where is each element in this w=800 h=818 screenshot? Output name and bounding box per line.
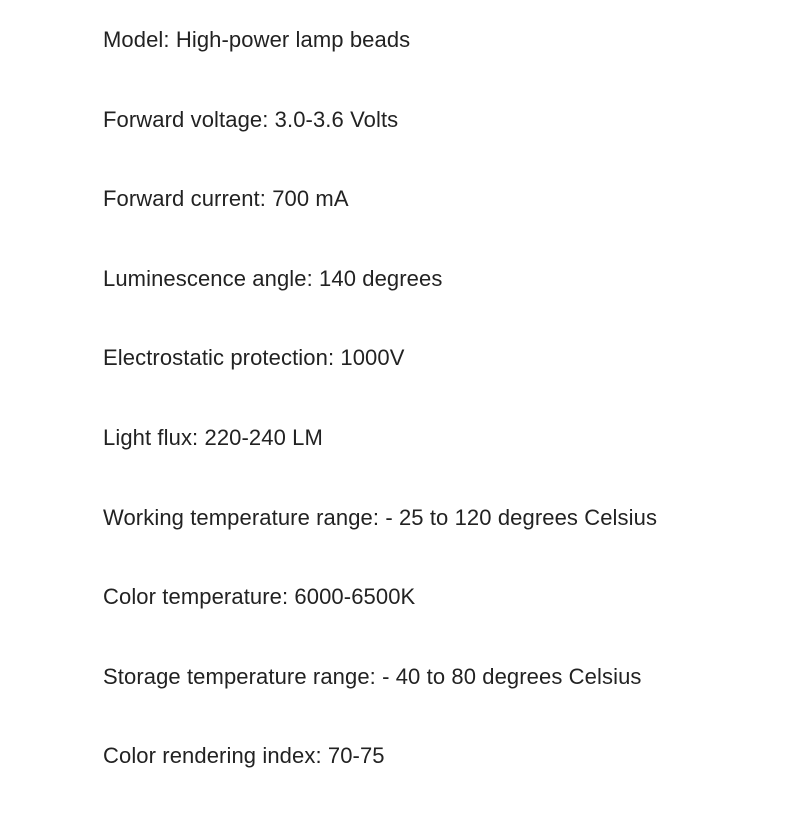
spec-storage-temperature: Storage temperature range: - 40 to 80 degrees Celsius <box>103 663 642 689</box>
spec-list <box>103 22 657 818</box>
spec-forward-current: Forward current: 700 mA <box>103 186 349 212</box>
spec-light-flux: Light flux: 220-240 LM <box>103 424 323 450</box>
spec-working-temperature: Working temperature range: - 25 to 120 degrees Celsius <box>103 504 658 530</box>
spec-color-temperature: Color temperature: 6000-6500K <box>103 584 416 610</box>
spec-model: Model: High-power lamp beads <box>103 27 411 52</box>
spec-electrostatic-protection: Electrostatic protection: 1000V <box>103 345 405 371</box>
spec-color-rendering-index: Color rendering index: 70-75 <box>103 743 385 769</box>
spec-luminescence-angle: Luminescence angle: 140 degrees <box>103 265 443 291</box>
spec-forward-voltage: Forward voltage: 3.0-3.6 Volts <box>103 106 399 132</box>
